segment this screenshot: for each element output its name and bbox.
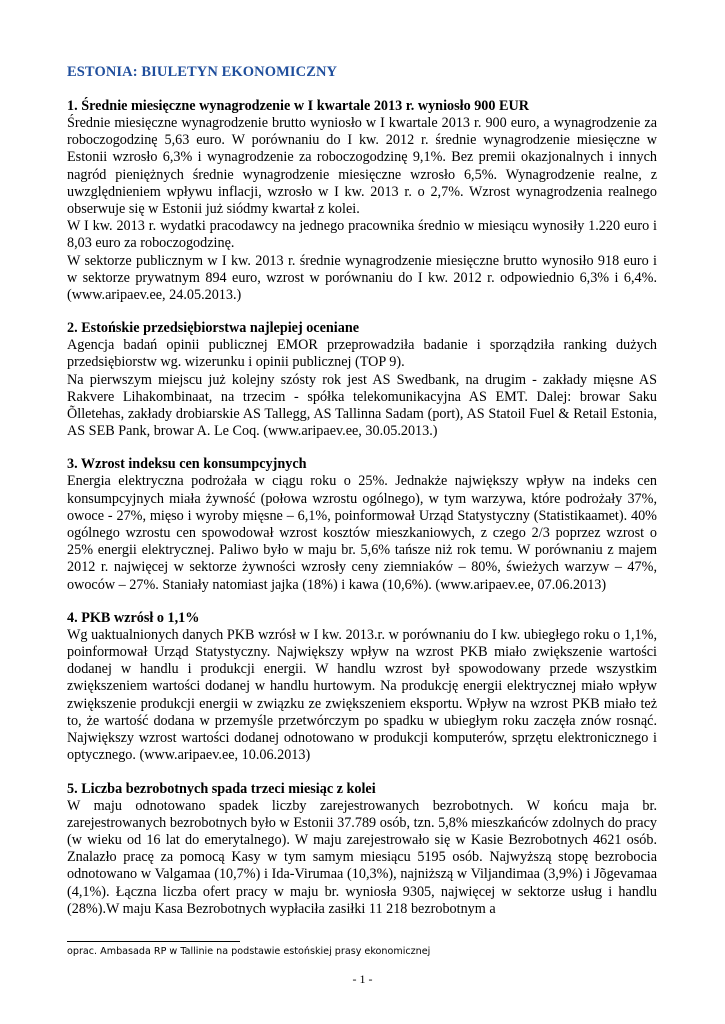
paragraph: Na pierwszym miejscu już kolejny szósty rok jest AS Swedbank, na drugim - zakłady mięsne AS Rakvere Lihakombinaat, na trzecim - spółka telekomunikacyjna AS EMT. Dalej: browar Saku Õlletehas, zakłady drobiarskie AS Tallegg, AS Tallinna Sadam (port), AS Statoil Fuel & Retail Estonia, AS SEB Pank, browar A. Le Coq. (www.aripaev.ee, 30.05.2013.)	[67, 371, 657, 440]
section-heading: 1. Średnie miesięczne wynagrodzenie w I kwartale 2013 r. wyniosło 900 EUR	[67, 98, 529, 114]
document-title: ESTONIA: BIULETYN EKONOMICZNY	[67, 64, 338, 80]
document-page	[67, 64, 657, 934]
footer-note: oprac. Ambasada RP w Tallinie na podstawie estońskiej prasy ekonomicznej	[67, 946, 431, 957]
section-gdp	[67, 610, 657, 765]
section-wages	[67, 98, 657, 304]
paragraph: W I kw. 2013 r. wydatki pracodawcy na jednego pracownika średnio w miesiącu wynosiły 1.220 euro i 8,03 euro za roboczogodzinę.	[67, 218, 657, 252]
paragraph: Średnie miesięczne wynagrodzenie brutto wyniosło w I kwartale 2013 r. 900 euro, a wynagrodzenie za roboczogodzinę 5,63 euro. W porównaniu do I kw. 2012 r. średnie wynagrodzenie miesięczne w Estonii wzrosło 6,3% i wynagrodzenie za roboczogodzinę 9,1%. Bez premii okazjonalnych i innych nagród pieniężnych średnie wynagrodzenie miesięczne wzrosło 6,5%. Wynagrodzenie realne, z uwzględnieniem wpływu inflacji, wzrosło w I kw. 2013 r. o 2,7%. Wzrost wynagrodzenia realnego obserwuje się w Estonii już siódmy kwartał z kolei.	[67, 115, 657, 218]
footnote-divider	[67, 941, 240, 942]
section-heading: 2. Estońskie przedsiębiorstwa najlepiej oceniane	[67, 320, 360, 337]
section-heading: 3. Wzrost indeksu cen konsumpcyjnych	[67, 456, 307, 473]
section-heading: 5. Liczba bezrobotnych spada trzeci miesiąc z kolei	[67, 780, 376, 797]
section-heading: 4. PKB wzrósł o 1,1%	[67, 609, 200, 626]
page-number: - 1 -	[352, 972, 373, 986]
paragraph: Energia elektryczna podrożała w ciągu roku o 25%. Jednakże największy wpływ na indeks cen konsumpcyjnych miała żywność (połowa wzrostu ogólnego), w tym warzywa, które podrożały 37%, owoce - 27%, mięso i wyroby mięsne – 6,1%, poinformował Urząd Statystyczny (Statistikaamet). 40% ogólnego wzrostu cen spowodował wzrost kosztów mieszkaniowych, z czego 2/3 poprzez wzrost o 25% energii elektrycznej. Paliwo było w maju br. 5,6% tańsze niż rok temu. W porównaniu z majem 2012 r. najwięcej w sektorze żywności wzrosły ceny ziemniaków – 80%, świeżych warzyw – 47%, owoców – 27%. Staniały natomiast jajka (18%) i kawa (10,6%). (www.aripaev.ee, 07.06.2013)	[67, 473, 657, 593]
section-companies	[67, 320, 657, 440]
paragraph: W sektorze publicznym w I kw. 2013 r. średnie wynagrodzenie miesięczne brutto wynosiło 918 euro i w sektorze prywatnym 894 euro, wzrost w porównaniu do I kw. 2012 r. odpowiednio 6,3% i 6,4%. (www.aripaev.ee, 24.05.2013.)	[67, 252, 657, 304]
paragraph: W maju odnotowano spadek liczby zarejestrowanych bezrobotnych. W końcu maja br. zarejestrowanych bezrobotnych było w Estonii 37.789 osób, tzn. 5,8% mieszkańców zdolnych do pracy (w wieku od 16 lat do emerytalnego). W maju zarejestrowało się w Kasie Bezrobotnych 4621 osób. Znalazło pracę za pomocą Kasy w tym samym miesiącu 5195 osób. Najwyższą stopę bezrobocia odnotowano w Valgamaa (10,7%) i Ida-Virumaa (10,3%), najniższą w Viljandimaa (3,9%) i Jõgevamaa (4,1%). Łączna liczba ofert pracy w maju br. wyniosła 9305, najwięcej w sektorze usług i handlu (28%).W maju Kasa Bezrobotnych wypłaciła zasiłki 11 218 bezrobotnym a	[67, 797, 657, 917]
section-unemployment	[67, 781, 657, 918]
section-cpi	[67, 456, 657, 593]
paragraph: Wg uaktualnionych danych PKB wzrósł w I kw. 2013.r. w porównaniu do I kw. ubiegłego roku o 1,1%, poinformował Urząd Statystyczny. Największy wpływ na wzrost PKB miało zwiększenie wartości dodanej w handlu i produkcji energii. W handlu wzrost był spowodowany przede wszystkim zwiększeniem wartości dodanej w handlu hurtowym. Na produkcję energii elektrycznej miało wpływ zwiększenie produkcji energii w związku ze zwiększeniem eksportu. Wpływ na wzrost PKB miało też to, że wartość dodana w przemyśle przetwórczym po spadku w ubiegłym roku zaczęła znów rosnąć. Największy wzrost wartości dodanej odnotowano w produkcji komputerów, sprzętu elektronicznego i optycznego. (www.aripaev.ee, 10.06.2013)	[67, 626, 657, 764]
paragraph: Agencja badań opinii publicznej EMOR przeprowadziła badanie i sporządziła ranking dużych przedsiębiorstw wg. wizerunku i opinii publicznej (TOP 9).	[67, 337, 657, 371]
